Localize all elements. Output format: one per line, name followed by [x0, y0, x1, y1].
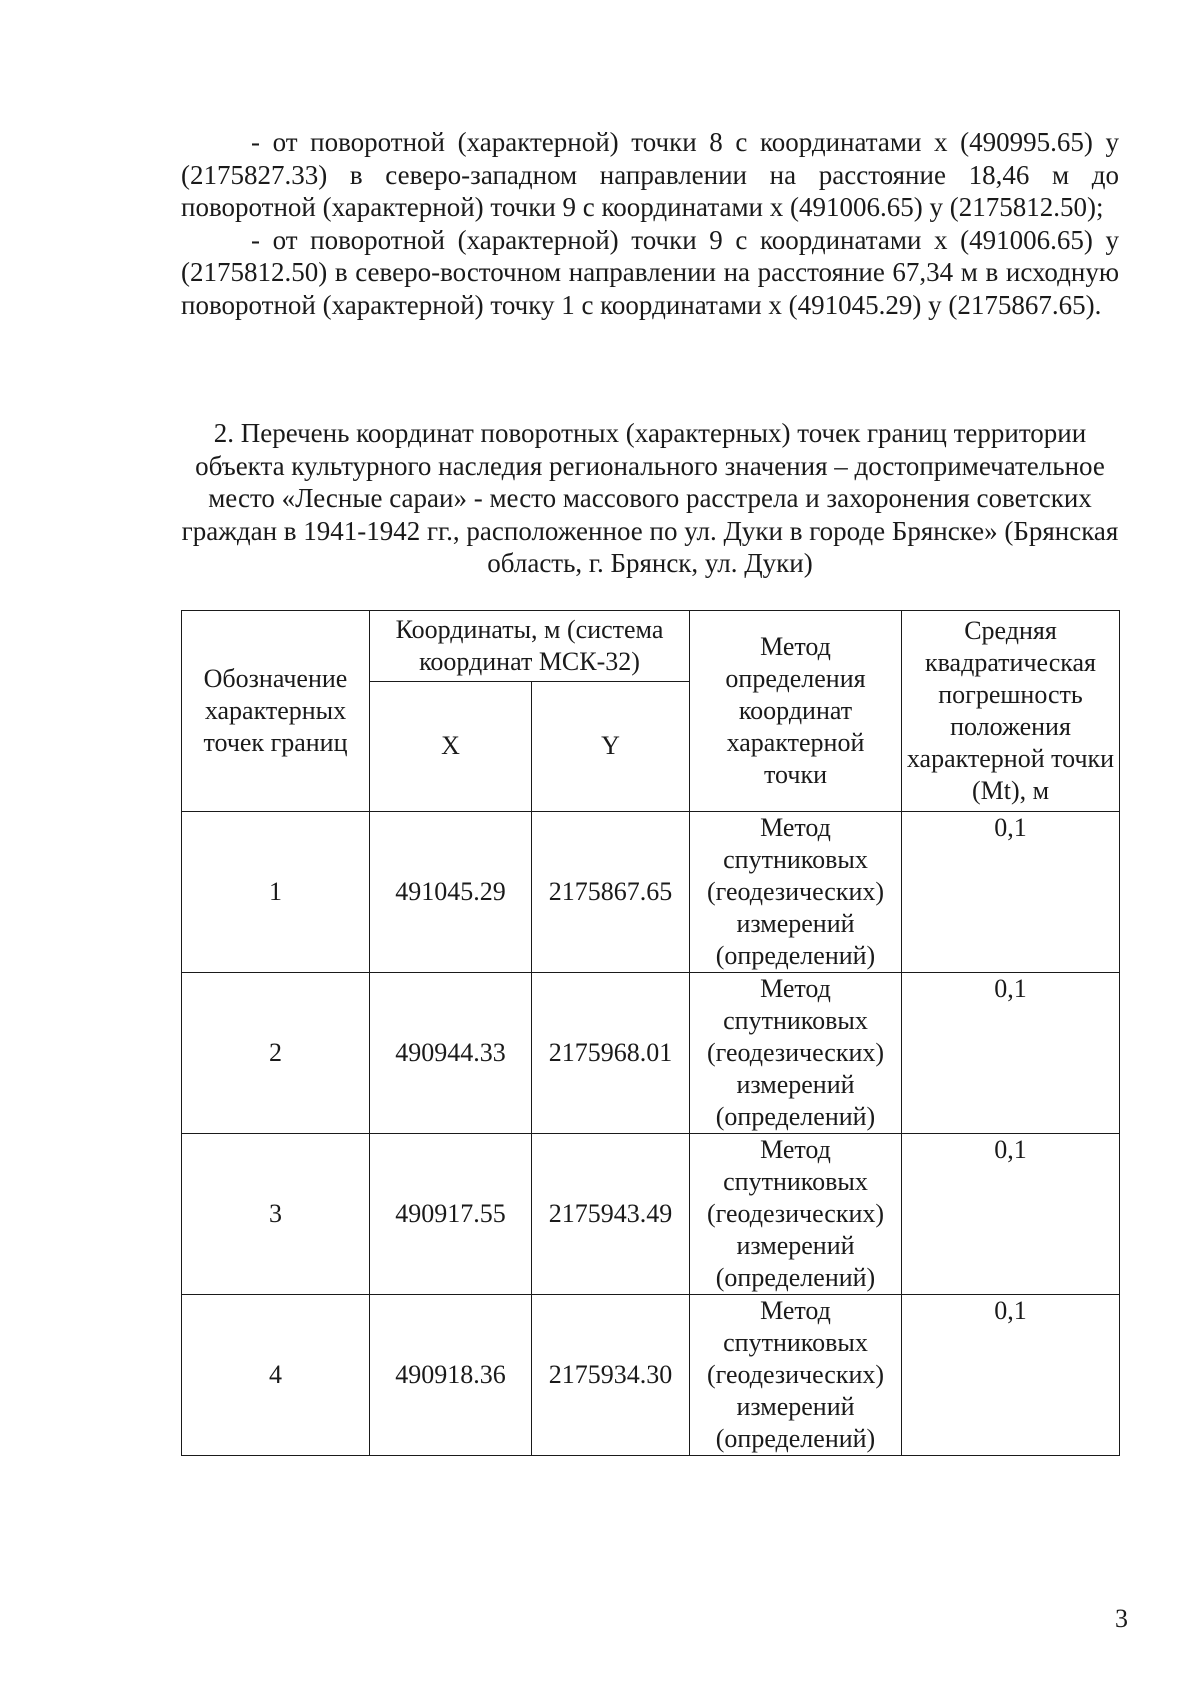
- method-of-determination: Метод спутниковых (геодезических) измерений (определений): [690, 1134, 902, 1295]
- method-of-determination: Метод спутниковых (геодезических) измерений (определений): [690, 1295, 902, 1456]
- y-coordinate: 2175867.65: [532, 812, 690, 973]
- x-coordinate: 490918.36: [370, 1295, 532, 1456]
- x-coordinate: 491045.29: [370, 812, 532, 973]
- point-number: 2: [182, 973, 370, 1134]
- header-method: Метод определения координат характерной точки: [690, 611, 902, 812]
- section-heading: 2. Перечень координат поворотных (характерных) точек границ территории объекта культурного наследия регионального значения – достопримечательное место «Лесные сараи» - место массового расстрела и захоронения советских граждан в 1941-1942 гг., расположенное по ул. Дуки в городе Брянске» (Брянская область, г. Брянск, ул. Дуки): [181, 418, 1119, 578]
- method-of-determination: Метод спутниковых (геодезических) измерений (определений): [690, 812, 902, 973]
- mean-square-error: 0,1: [902, 1295, 1120, 1456]
- header-point-label: Обозначение характерных точек границ: [182, 611, 370, 812]
- table-row: [182, 973, 1120, 1134]
- boundary-description: [181, 126, 1119, 321]
- mean-square-error: 0,1: [902, 973, 1120, 1134]
- page-number: 3: [1115, 1604, 1128, 1633]
- boundary-segment-8-9: - от поворотной (характерной) точки 8 с координатами x (490995.65) y (2175827.33) в северо-западном направлении на расстояние 18,46 м до поворотной (характерной) точки 9 с координатами x (491006.65) y (2175812.50);: [181, 127, 1119, 222]
- point-number: 3: [182, 1134, 370, 1295]
- header-y: Y: [532, 681, 690, 811]
- coordinates-table: [181, 610, 1120, 1456]
- point-number: 4: [182, 1295, 370, 1456]
- x-coordinate: 490944.33: [370, 973, 532, 1134]
- y-coordinate: 2175968.01: [532, 973, 690, 1134]
- header-accuracy: Средняя квадратическая погрешность положения характерной точки (Mt), м: [902, 611, 1120, 812]
- header-coordinates: Координаты, м (система координат МСК-32): [370, 611, 690, 682]
- mean-square-error: 0,1: [902, 1134, 1120, 1295]
- y-coordinate: 2175943.49: [532, 1134, 690, 1295]
- table-row: [182, 1295, 1120, 1456]
- table-row: [182, 1134, 1120, 1295]
- mean-square-error: 0,1: [902, 812, 1120, 973]
- header-x: X: [370, 681, 532, 811]
- x-coordinate: 490917.55: [370, 1134, 532, 1295]
- boundary-segment-9-1: - от поворотной (характерной) точки 9 с координатами x (491006.65) y (2175812.50) в северо-восточном направлении на расстояние 67,34 м в исходную поворотной (характерной) точку 1 с координатами x (491045.29) y (2175867.65).: [181, 224, 1119, 320]
- table-row: [182, 812, 1120, 973]
- method-of-determination: Метод спутниковых (геодезических) измерений (определений): [690, 973, 902, 1134]
- point-number: 1: [182, 812, 370, 973]
- y-coordinate: 2175934.30: [532, 1295, 690, 1456]
